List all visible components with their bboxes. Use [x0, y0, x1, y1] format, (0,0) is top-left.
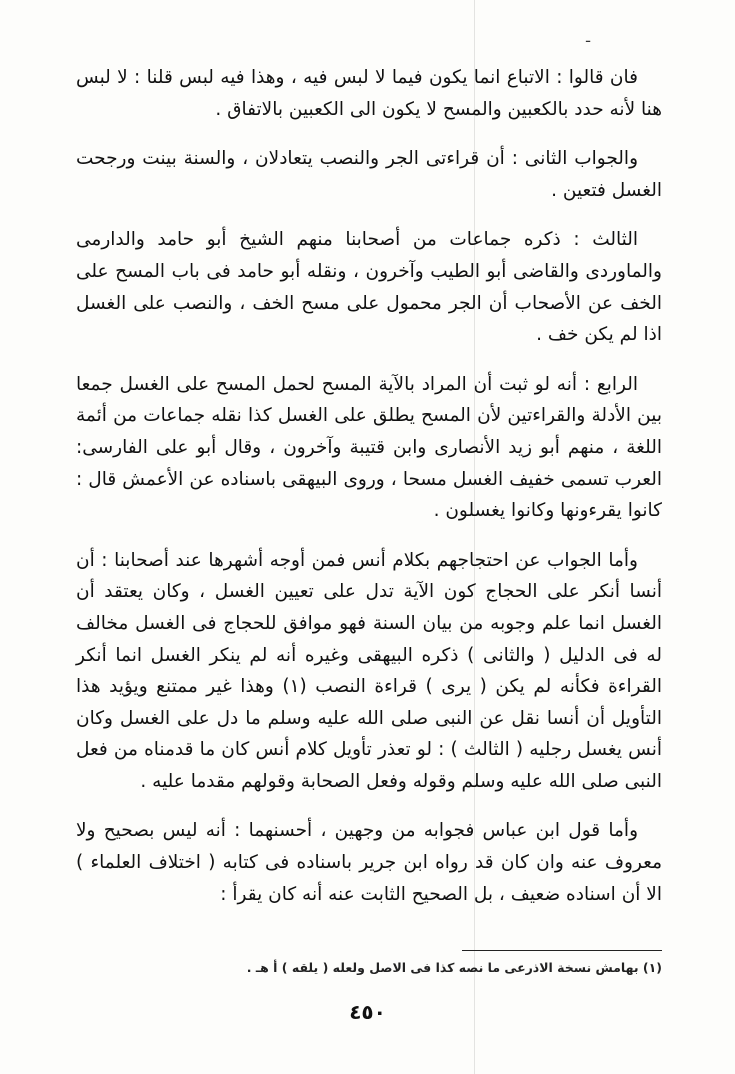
page-number: ٤٥٠	[349, 1000, 386, 1024]
body-text	[76, 62, 662, 928]
paragraph-2: والجواب الثانى : أن قراءتى الجر والنصب يتعادلان ، والسنة بينت ورجحت الغسل فتعين .	[76, 148, 662, 201]
footnote-divider	[462, 950, 662, 951]
paragraph-4: الرابع : أنه لو ثبت أن المراد بالآية المسح لحمل المسح على الغسل جمعا بين الأدلة والقراءتين لأن المسح يطلق على الغسل كذا نقله جماعات من أئمة اللغة ، منهم أبو زيد الأنصارى وابن قتيبة وآخرون ، وقال أبو على الفارسى: العرب تسمى خفيف الغسل مسحا ، وروى البيهقى باسناده عن الأعمش قال : كانوا يقرءونها وكانوا يغسلون .	[76, 373, 662, 522]
paragraph-6: وأما قول ابن عباس فجوابه من وجهين ، أحسنهما : أنه ليس بصحيح ولا معروف عنه وان كان قد رواه ابن جرير باسناده فى كتابه ( اختلاف العلماء ) الا أن اسناده ضعيف ، بل الصحيح الثابت عنه أنه كان يقرأ :	[76, 820, 662, 905]
footnote: (١) بهامش نسخة الاذرعى ما نصه كذا فى الاصل ولعله ( يلقه ) أ هـ .	[246, 960, 662, 975]
paragraph-1: فان قالوا : الاتباع انما يكون فيما لا لبس فيه ، وهذا فيه لبس قلنا : لا لبس هنا لأنه حدد بالكعبين والمسح لا يكون الى الكعبين بالاتفاق .	[76, 67, 662, 120]
top-mark: ـ	[586, 30, 591, 46]
paragraph-3: الثالث : ذكره جماعات من أصحابنا منهم الشيخ أبو حامد والدارمى والماوردى والقاضى أبو الطيب وآخرون ، ونقله أبو حامد فى باب المسح على الخف عن الأصحاب أن الجر محمول على مسح الخف ، والنصب على الغسل اذا لم يكن خف .	[76, 229, 662, 346]
paragraph-5: وأما الجواب عن احتجاجهم بكلام أنس فمن أوجه أشهرها عند أصحابنا : أن أنسا أنكر على الحجاج كون الآية تدل على تعيين الغسل ، وكان يعتقد أن الغسل انما علم وجوبه من بيان السنة فهو موافق للحجاج فى الغسل مخالف له فى الدليل ( والثانى ) ذكره البيهقى وغيره أنه لم ينكر الغسل انما أنكر القراءة فكأنه لم يكن ( يرى ) قراءة النصب (١) وهذا غير ممتنع ويؤيد هذا التأويل أن أنسا نقل عن النبى صلى الله عليه وسلم ما دل على الغسل وكان أنس يغسل رجليه ( الثالث ) : لو تعذر تأويل كلام أنس كان ما قدمناه من فعل النبى صلى الله عليه وسلم وقوله وفعل الصحابة وقولهم مقدما عليه .	[76, 549, 662, 792]
